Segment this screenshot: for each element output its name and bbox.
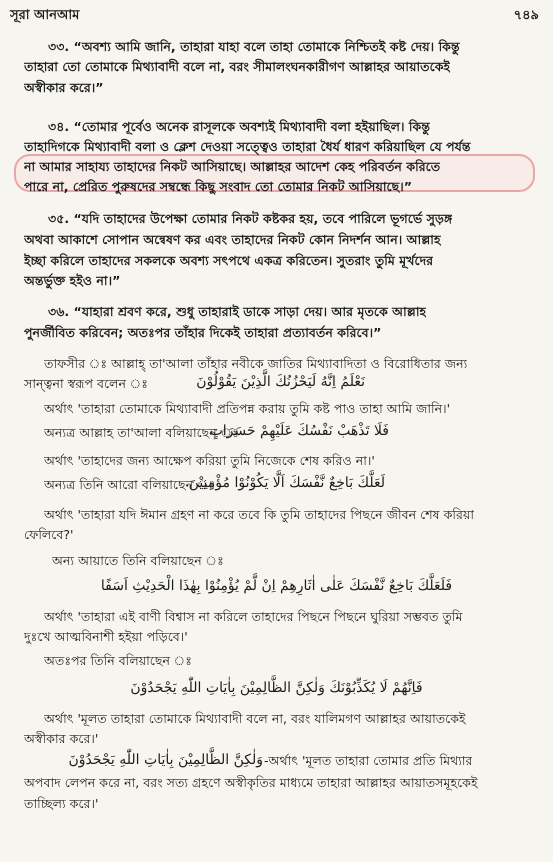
verse-34-line-4: পারে না, প্রেরিত পুরুষদের সম্বন্ধে কিছু সংবাদ তো তোমার নিকট আসিয়াছে।” <box>24 179 413 194</box>
verse-36-line-2: পুনর্জীবিত করিবেন; অতঃপর তাঁহার দিকেই তাহারা প্রত্যাবর্তন করিবে।” <box>24 325 382 340</box>
page-number: ৭৪৯ <box>513 8 539 23</box>
meaning-line-6b: অপবাদ লেপন করে না, বরং সত্য গ্রহণে অস্বীকৃতির মাধ্যমে তাহারা আল্লাহর আয়াতসমূহকেই <box>24 775 478 790</box>
tafsir-line-2: সান্ত্বনা স্বরূপ বলেন ঃ <box>24 376 148 391</box>
verse-33-line-3: অস্বীকার করে।” <box>24 80 104 95</box>
meaning-line-6a: -অর্থাৎ 'মূলত তাহারা তোমার প্রতি মিথ্যার <box>264 753 473 768</box>
verse-35-line-1: ৩৫. “যদি তাহাদের উপেক্ষা তোমার নিকট কষ্টকর হয়, তবে পারিলে ভূগর্ভে সুড়ঙ্গ <box>48 211 453 226</box>
verse-33-line-2: তাহারা তো তোমাকে মিথ্যাবাদী বলে না, বরং সীমালংঘনকারীগণ আল্লাহর আয়াতকেই <box>24 59 451 74</box>
arabic-quote-3: لَعَلَّكَ بَاخِعٌ نَّفْسَكَ اَلَّا يَكُوْنُوْا مُؤْمِنِيْنَ <box>188 475 385 491</box>
arabic-quote-1: نَعْلَمُ اِنَّهُ لَيَحْزُنُكَ الَّذِيْنَ يَقُوْلُوْنَ <box>196 374 365 390</box>
verse-33-line-1: ৩৩. “অবশ্য আমি জানি, তাহারা যাহা বলে তাহা তোমাকে নিশ্চিতই কষ্ট দেয়। কিন্তু <box>48 39 460 54</box>
arabic-quote-2: فَلَا تَذْهَبْ نَفْسُكَ عَلَيْهِمْ حَسَرَاتٍ <box>209 423 389 439</box>
arabic-quote-6: وَلٰكِنَّ الظَّالِمِيْنَ بِاٰيَاتِ اللّٰهِ يَجْحَدُوْنَ <box>68 752 263 768</box>
meaning-line-3a: অর্থাৎ 'তাহারা যদি ঈমান গ্রহণ না করে তবে কি তুমি তাহাদের পিছনে জীবন শেষ করিয়া <box>44 507 475 522</box>
verse-34-line-3: না আমার সাহায্য তাহাদের নিকট আসিয়াছে। আল্লাহর আদেশ কেহ পরিবর্তন করিতে <box>24 159 441 174</box>
meaning-line-4b: দুঃখে আত্মবিনাশী হইয়া পড়িবে।' <box>24 629 188 644</box>
verse-36-line-1: ৩৬. “যাহারা শ্রবণ করে, শুধু তাহারাই ডাকে সাড়া দেয়। আর মৃতকে আল্লাহ <box>48 304 427 319</box>
intro-line-2: অন্যত্র তিনি আরো বলিয়াছেন ঃ <box>44 477 216 492</box>
meaning-line-2: অর্থাৎ 'তাহাদের জন্য আক্ষেপ করিয়া তুমি নিজেকে শেষ করিও না।' <box>44 453 375 468</box>
meaning-line-1: অর্থাৎ 'তাহারা তোমাকে মিথ্যাবাদী প্রতিপন্ন করায় তুমি কষ্ট পাও তাহা আমি জানি।' <box>44 401 451 416</box>
meaning-line-4a: অর্থাৎ 'তাহারা এই বাণী বিশ্বাস না করিলে তাহাদের পিছনে পিছনে ঘুরিয়া সম্ভবত তুমি <box>44 609 463 624</box>
verse-35-line-3: ইচ্ছা করিলে তাহাদের সকলকে অবশ্য সৎপথে একত্র করিতেন। সুতরাং তুমি মূর্খদের <box>24 253 434 268</box>
intro-line-1: অন্যত্র আল্লাহ তা'আলা বলিয়াছেন ঃ <box>44 425 239 440</box>
arabic-quote-5: فَاِنَّهُمْ لَا يُكَذِّبُوْنَكَ وَلٰكِنَّ الظَّالِمِيْنَ بِاٰيَاتِ اللّٰهِ يَجْحَدُوْنَ <box>130 680 423 696</box>
intro-line-3: অন্য আয়াতে তিনি বলিয়াছেন ঃ <box>52 553 224 568</box>
tafsir-line-1: তাফসীর ঃ আল্লাহ্ তা'আলা তাঁহার নবীকে জাতির মিথ্যাবাদিতা ও বিরোধিতার জন্য <box>44 356 468 371</box>
surah-title: সূরা আনআম <box>10 8 80 23</box>
meaning-line-6c: তাচ্ছিল্য করে।' <box>24 796 99 811</box>
verse-35-line-4: অন্তর্ভুক্ত হইও না।” <box>24 273 121 288</box>
verse-34-line-1: ৩৪. “তোমার পূর্বেও অনেক রাসূলকে অবশ্যই মিথ্যাবাদী বলা হইয়াছিল। কিন্তু <box>48 119 431 134</box>
meaning-line-5a: অর্থাৎ 'মূলত তাহারা তোমাকে মিথ্যাবাদী বলে না, বরং যালিমগণ আল্লাহর আয়াতকেই <box>44 711 466 726</box>
arabic-quote-4: فَلَعَلَّكَ بَاخِعٌ نَّفْسَكَ عَلٰى اٰثَارِهِمْ اِنْ لَّمْ يُؤْمِنُوْا بِهٰذَا الْحَدِيْثِ اَسَفًا <box>100 578 453 594</box>
verse-35-line-2: অথবা আকাশে সোপান অন্বেষণ কর এবং তাহাদের নিকট কোন নিদর্শন আন। আল্লাহ <box>24 232 441 247</box>
verse-34-line-2: তাহাদিগকে মিথ্যাবাদী বলা ও ক্লেশ দেওয়া সত্ত্বেও তাহারা ধৈর্য ধারণ করিয়াছিল যে পর্যন্ত <box>24 139 471 154</box>
meaning-line-5b: অস্বীকার করে।' <box>24 731 99 746</box>
meaning-line-3b: ফেলিবে?' <box>24 527 74 542</box>
intro-line-4: অতঃপর তিনি বলিয়াছেন ঃ <box>44 653 192 668</box>
page-header <box>10 4 539 26</box>
